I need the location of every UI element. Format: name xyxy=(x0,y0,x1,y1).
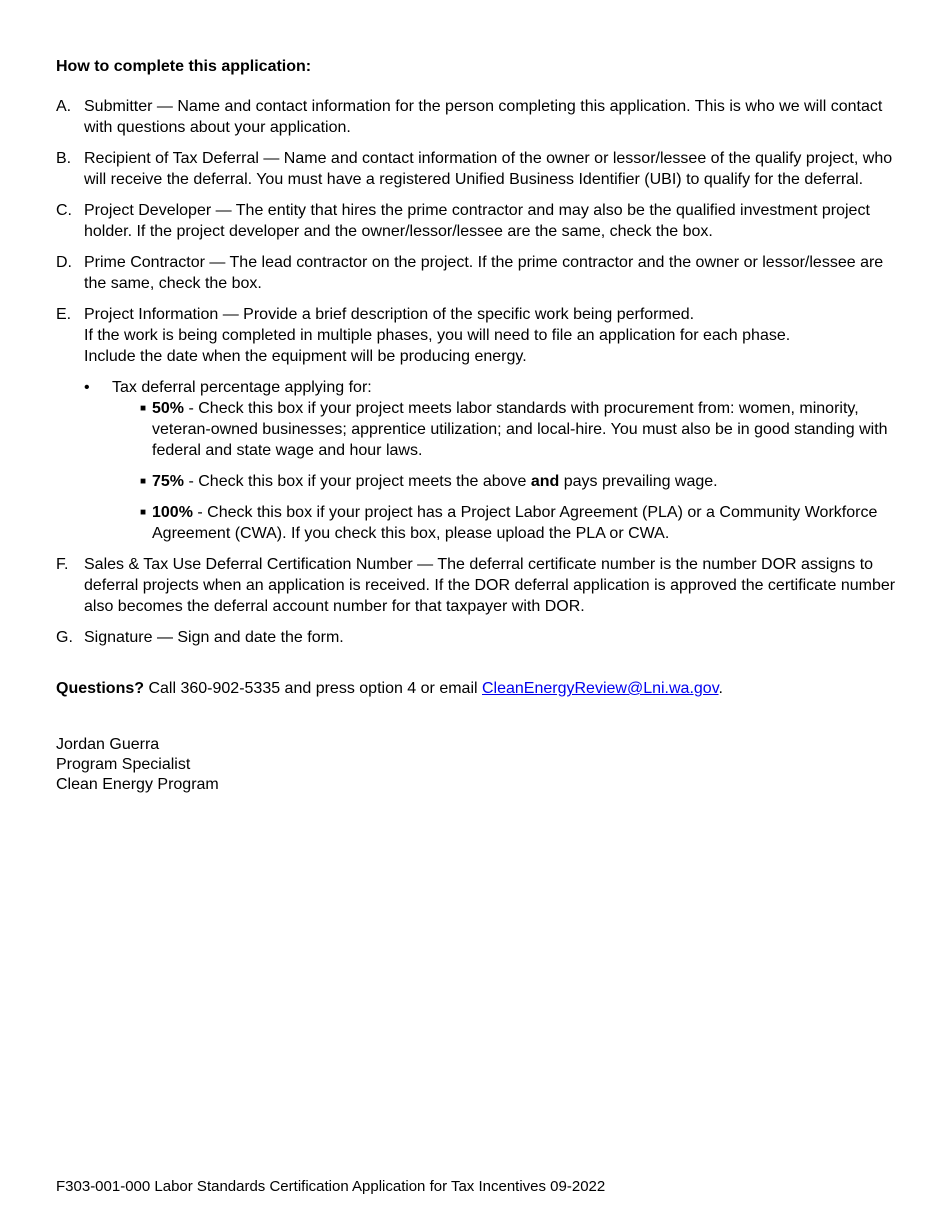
item-letter: D. xyxy=(56,254,72,271)
form-footer: F303-001-000 Labor Standards Certification Application for Tax Incentives 09-2022 xyxy=(56,1178,606,1195)
item-text: Prime Contractor — The lead contractor on the project. If the prime contractor and the owner or lessor/lessee are the same, check the box. xyxy=(84,254,884,292)
bullet-item xyxy=(56,377,898,398)
item-letter: A. xyxy=(56,98,72,115)
item-e-line-2: If the work is being completed in multiple phases, you will need to file an application for each phase. xyxy=(84,327,791,344)
signer-title: Program Specialist xyxy=(56,756,191,773)
percentage-options xyxy=(140,398,898,544)
square-bullet-icon: ■ xyxy=(140,507,147,518)
questions-end: . xyxy=(718,680,723,697)
item-e-line-1: Project Information — Provide a brief description of the specific work being performed. xyxy=(84,306,695,323)
item-text: Recipient of Tax Deferral — Name and contact information of the owner or lessor/lessee of the qualify project, who will receive the deferral. You must have a registered Unified Business Identifier (UBI) to qualify for the deferral. xyxy=(84,150,893,188)
option-emphasis: and xyxy=(530,473,560,490)
deferral-percentage-section xyxy=(56,377,898,544)
item-letter: E. xyxy=(56,306,72,323)
option-100 xyxy=(140,502,898,544)
signer-name: Jordan Guerra xyxy=(56,736,160,753)
option-text xyxy=(152,471,718,492)
option-text xyxy=(152,398,898,461)
item-b xyxy=(56,148,898,190)
signature-block xyxy=(56,735,898,795)
item-g xyxy=(56,627,898,648)
item-d xyxy=(56,252,898,294)
option-percent: 75% xyxy=(152,473,185,490)
item-text: Sales & Tax Use Deferral Certification Number — The deferral certificate number is the number DOR assigns to deferral projects when an application is received. If the DOR deferral application is approved the certificate number also becomes the deferral account number for that taxpayer with DOR. xyxy=(84,556,896,615)
item-letter: G. xyxy=(56,629,73,646)
option-50 xyxy=(140,398,898,461)
bullet-icon: • xyxy=(84,379,90,396)
instructions-page xyxy=(56,56,898,795)
item-f xyxy=(56,554,898,617)
questions-label: Questions? xyxy=(56,680,145,697)
square-bullet-icon: ■ xyxy=(140,403,147,414)
email-link[interactable]: CleanEnergyReview@Lni.wa.gov xyxy=(482,680,719,697)
questions-text: Call 360-902-5335 and press option 4 or email xyxy=(144,680,482,697)
option-description: - Check this box if your project meets the above xyxy=(184,473,531,490)
item-text xyxy=(84,304,898,367)
square-bullet-icon: ■ xyxy=(140,476,147,487)
questions-line xyxy=(56,678,898,699)
item-c xyxy=(56,200,898,242)
item-e-line-3: Include the date when the equipment will be producing energy. xyxy=(84,348,527,365)
item-letter: C. xyxy=(56,202,72,219)
option-percent: 50% xyxy=(152,400,185,417)
item-text: Signature — Sign and date the form. xyxy=(84,629,344,646)
item-text: Project Developer — The entity that hires the prime contractor and may also be the qualified investment project holder. If the project developer and the owner/lessor/lessee are the same, check the box. xyxy=(84,202,870,240)
option-description: - Check this box if your project meets labor standards with procurement from: women, minority, veteran-owned businesses; apprentice utilization; and local-hire. You must also be in good standing with federal and state wage and hour laws. xyxy=(152,400,888,459)
item-letter: B. xyxy=(56,150,72,167)
option-75 xyxy=(140,471,898,492)
item-text: Submitter — Name and contact information for the person completing this application. This is who we will contact with questions about your application. xyxy=(84,98,883,136)
signer-program: Clean Energy Program xyxy=(56,776,219,793)
item-letter: F. xyxy=(56,556,69,573)
option-text xyxy=(152,502,898,544)
option-percent: 100% xyxy=(152,504,193,521)
bullet-text: Tax deferral percentage applying for: xyxy=(112,379,372,396)
instructions-heading: How to complete this application: xyxy=(56,58,312,75)
option-description: - Check this box if your project has a Project Labor Agreement (PLA) or a Community Workforce Agreement (CWA). If you check this box, please upload the PLA or CWA. xyxy=(152,504,878,542)
item-a xyxy=(56,96,898,138)
option-description-end: pays prevailing wage. xyxy=(559,473,718,490)
item-e xyxy=(56,304,898,367)
